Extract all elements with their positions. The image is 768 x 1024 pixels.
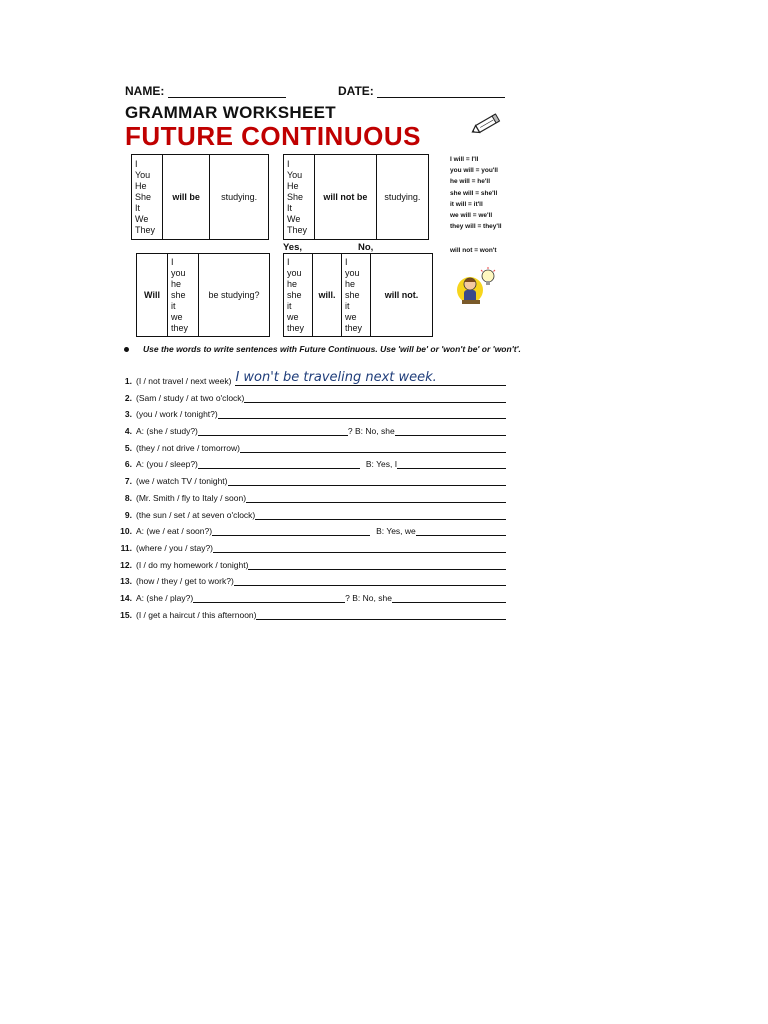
reply-line[interactable]: [392, 592, 506, 603]
question-table: [136, 253, 270, 337]
pencil-icon: [470, 108, 506, 138]
contraction-item: she will = she'll: [450, 189, 498, 197]
exercise-row: 6. A: (you / sleep?) B: Yes, I: [116, 453, 506, 470]
date-label: DATE:: [338, 84, 374, 98]
exercise-prompt: A: (we / eat / soon?): [136, 526, 213, 537]
student-thinking-icon: [454, 266, 500, 310]
bullet-icon: [124, 347, 129, 352]
name-label: NAME:: [125, 84, 165, 98]
exercise-reply: ? B: No, she: [345, 592, 392, 603]
name-line[interactable]: [168, 97, 286, 98]
exercise-prompt: (Mr. Smith / fly to Italy / soon): [136, 492, 247, 503]
affirmative-pronouns: I You He She It We They: [132, 155, 163, 240]
exercise-prompt: (the sun / set / at seven o'clock): [136, 509, 256, 520]
answer-line[interactable]: [240, 442, 506, 453]
answer-line[interactable]: [244, 392, 506, 403]
exercise-prompt: (they / not drive / tomorrow): [136, 442, 240, 453]
exercise-prompt: (we / watch TV / tonight): [136, 476, 228, 487]
exercise-row: 5. (they / not drive / tomorrow): [116, 436, 506, 453]
exercise-prompt: (you / work / tonight?): [136, 409, 218, 420]
exercise-reply: B: Yes, we: [376, 526, 416, 537]
contraction-item: you will = you'll: [450, 167, 498, 175]
affirmative-verb: studying.: [210, 155, 269, 240]
yes-aux: will.: [313, 254, 342, 337]
no-label: No,: [358, 242, 374, 253]
negative-table: [283, 154, 429, 240]
instruction-row: [124, 344, 521, 354]
exercise-row: 12. (I / do my homework / tonight): [116, 553, 506, 570]
affirmative-table: [131, 154, 269, 240]
exercise-row: 11. (where / you / stay?): [116, 536, 506, 553]
no-pronouns: I you he she it we they: [342, 254, 371, 337]
worksheet-title: GRAMMAR WORKSHEET: [125, 103, 336, 122]
exercise-row: 1. (I / not travel / next week) I won't be traveling next week.: [116, 364, 506, 386]
exercise-row: 3. (you / work / tonight?): [116, 403, 506, 420]
answer-line[interactable]: [193, 592, 345, 603]
exercise-row: 9. (the sun / set / at seven o'clock): [116, 503, 506, 520]
answer-line[interactable]: [255, 509, 506, 520]
exercise-list: [116, 364, 506, 620]
contraction-item: I will = I'll: [450, 156, 479, 163]
exercise-prompt: (how / they / get to work?): [136, 576, 234, 587]
answer-line[interactable]: [213, 542, 506, 553]
exercise-row: 14. A: (she / play?) ? B: No, she: [116, 586, 506, 603]
exercise-row: 15. (I / get a haircut / this afternoon): [116, 603, 506, 620]
contraction-will-not: will not = won't: [450, 247, 497, 254]
date-field-row: [338, 84, 505, 98]
exercise-row: 10. A: (we / eat / soon?) B: Yes, we: [116, 520, 506, 537]
exercise-prompt: (where / you / stay?): [136, 542, 214, 553]
negative-aux: will not be: [315, 155, 377, 240]
question-verb: be studying?: [199, 254, 270, 337]
exercise-row: 2. (Sam / study / at two o'clock): [116, 386, 506, 403]
answer-line[interactable]: [256, 609, 506, 620]
exercise-prompt: (Sam / study / at two o'clock): [136, 392, 245, 403]
answer-line[interactable]: [248, 559, 506, 570]
exercise-prompt: (I / not travel / next week): [136, 376, 232, 386]
exercise-row: 4. A: (she / study?) ? B: No, she: [116, 419, 506, 436]
answer-line[interactable]: [198, 425, 348, 436]
question-will: Will: [137, 254, 168, 337]
short-answers-table: [283, 253, 433, 337]
answer-line[interactable]: [218, 408, 506, 419]
exercise-row: 8. (Mr. Smith / fly to Italy / soon): [116, 486, 506, 503]
answer-line[interactable]: [228, 475, 507, 486]
answer-line[interactable]: [212, 525, 370, 536]
contractions-list: [450, 154, 502, 232]
question-pronouns: I you he she it we they: [168, 254, 199, 337]
reply-line[interactable]: [416, 525, 506, 536]
exercise-reply: B: Yes, I: [365, 459, 398, 470]
answer-line[interactable]: [198, 458, 360, 469]
answer-line[interactable]: [246, 492, 506, 503]
negative-pronouns: I You He She It We They: [284, 155, 315, 240]
exercise-prompt: A: (she / play?): [136, 592, 194, 603]
contraction-item: they will = they'll: [450, 223, 502, 231]
no-aux: will not.: [371, 254, 433, 337]
contraction-item: we will = we'll: [450, 212, 493, 220]
reply-line[interactable]: [397, 458, 506, 469]
answer-line[interactable]: [234, 575, 506, 586]
exercise-prompt: (I / do my homework / tonight): [136, 559, 249, 570]
exercise-prompt: A: (she / study?): [136, 426, 198, 437]
yes-label: Yes,: [283, 242, 303, 253]
reply-line[interactable]: [395, 425, 506, 436]
exercise-prompt: A: (you / sleep?): [136, 459, 198, 470]
date-line[interactable]: [377, 97, 505, 98]
exercise-row: 13. (how / they / get to work?): [116, 570, 506, 587]
instruction-text: Use the words to write sentences with Future Continuous. Use 'will be' or 'won't be' or 'won't'.: [143, 344, 521, 354]
example-answer: I won't be traveling next week.: [235, 370, 437, 385]
contraction-item: he will = he'll: [450, 178, 491, 186]
topic-title: FUTURE CONTINUOUS: [125, 121, 421, 151]
affirmative-aux: will be: [163, 155, 210, 240]
exercise-reply: ? B: No, she: [347, 426, 395, 437]
answer-line[interactable]: [235, 367, 506, 386]
negative-verb: studying.: [376, 155, 428, 240]
yes-pronouns: I you he she it we they: [284, 254, 313, 337]
exercise-row: 7. (we / watch TV / tonight): [116, 469, 506, 486]
name-field-row: [125, 84, 286, 98]
contraction-item: it will = it'll: [450, 200, 483, 208]
exercise-prompt: (I / get a haircut / this afternoon): [136, 609, 257, 620]
